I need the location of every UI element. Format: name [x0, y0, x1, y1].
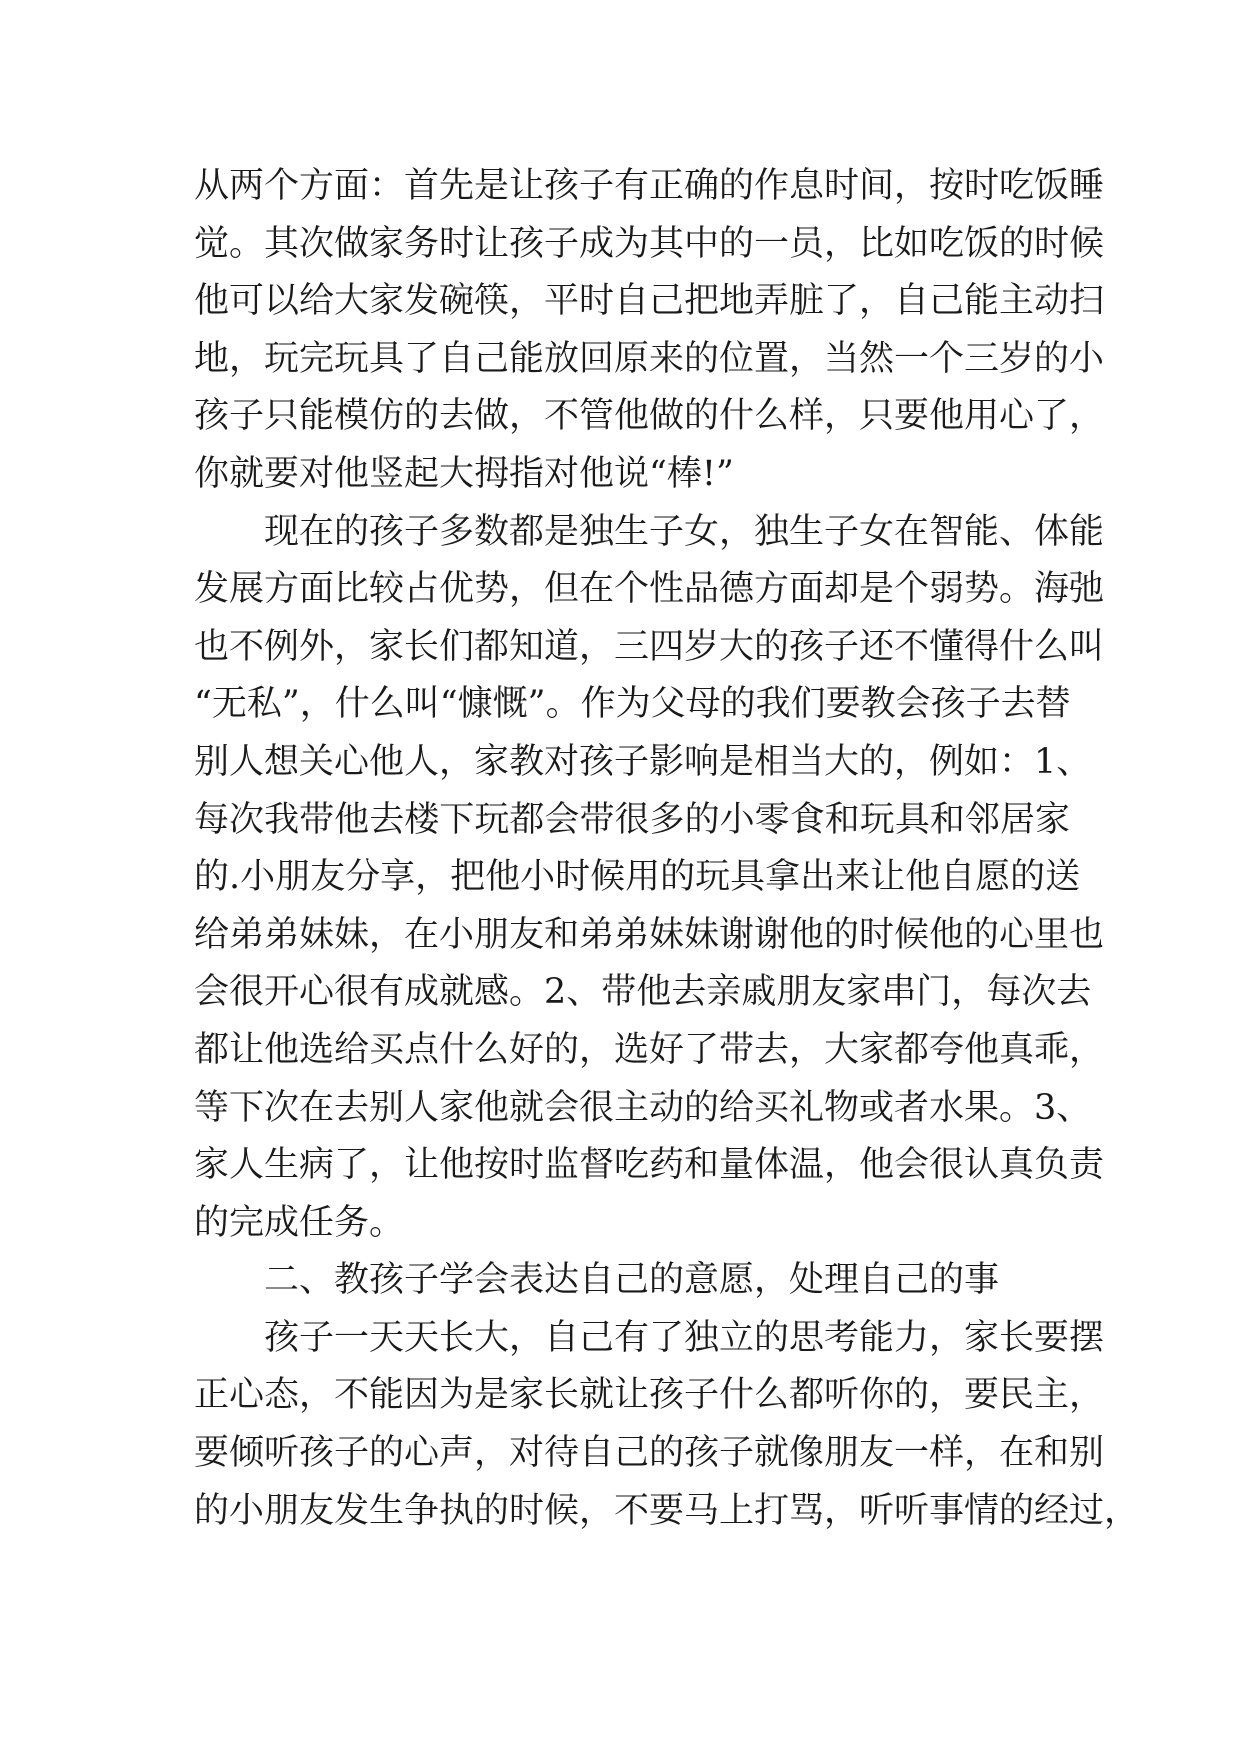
text-line: 给弟弟妹妹，在小朋友和弟弟妹妹谢谢他的时候他的心里也 — [194, 914, 1105, 955]
text-line: 的小朋友发生争执的时候，不要马上打骂，听听事情的经过， — [194, 1490, 1140, 1531]
text-line: 觉。其次做家务时让孩子成为其中的一员，比如吃饭的时候 — [194, 223, 1105, 264]
document-page — [194, 158, 1140, 1540]
text-line: 的.小朋友分享，把他小时候用的玩具拿出来让他自愿的送 — [194, 857, 1081, 898]
text-line: 也不例外，家长们都知道，三四岁大的孩子还不懂得什么叫 — [194, 626, 1105, 667]
text-line: 二、教孩子学会表达自己的意愿，处理自己的事 — [264, 1260, 1000, 1301]
text-line: 正心态，不能因为是家长就让孩子什么都听你的，要民主， — [194, 1375, 1105, 1416]
text-line: 他可以给大家发碗筷，平时自己把地弄脏了，自己能主动扫 — [194, 281, 1105, 322]
text-line: 孩子一天天长大，自己有了独立的思考能力，家长要摆 — [264, 1317, 1105, 1358]
text-line: 地，玩完玩具了自己能放回原来的位置，当然一个三岁的小 — [194, 338, 1105, 379]
text-line: 要倾听孩子的心声，对待自己的孩子就像朋友一样，在和别 — [194, 1433, 1105, 1474]
text-line: 现在的孩子多数都是独生子女，独生子女在智能、体能 — [264, 511, 1105, 552]
text-line: 的完成任务。 — [194, 1202, 405, 1243]
text-line: 孩子只能模仿的去做，不管他做的什么样，只要他用心了， — [194, 396, 1105, 437]
text-line: 从两个方面：首先是让孩子有正确的作息时间，按时吃饭睡 — [194, 166, 1105, 206]
text-line: 别人想关心他人，家教对孩子影响是相当大的，例如：1、 — [194, 741, 1092, 782]
text-line: 你就要对他竖起大拇指对他说“棒!” — [194, 453, 734, 494]
text-line: 等下次在去别人家他就会很主动的给买礼物或者水果。3、 — [194, 1087, 1092, 1128]
text-line: 家人生病了，让他按时监督吃药和量体温，他会很认真负责 — [194, 1145, 1105, 1186]
text-line: 发展方面比较占优势，但在个性品德方面却是个弱势。海弛 — [194, 569, 1105, 610]
text-line: 都让他选给买点什么好的，选好了带去，大家都夸他真乖， — [194, 1029, 1105, 1070]
text-line: 会很开心很有成就感。2、带他去亲戚朋友家串门，每次去 — [194, 972, 1092, 1013]
text-line: 每次我带他去楼下玩都会带很多的小零食和玩具和邻居家 — [194, 799, 1070, 840]
text-line: “无私”，什么叫“慷慨”。作为父母的我们要教会孩子去替 — [194, 684, 1071, 725]
